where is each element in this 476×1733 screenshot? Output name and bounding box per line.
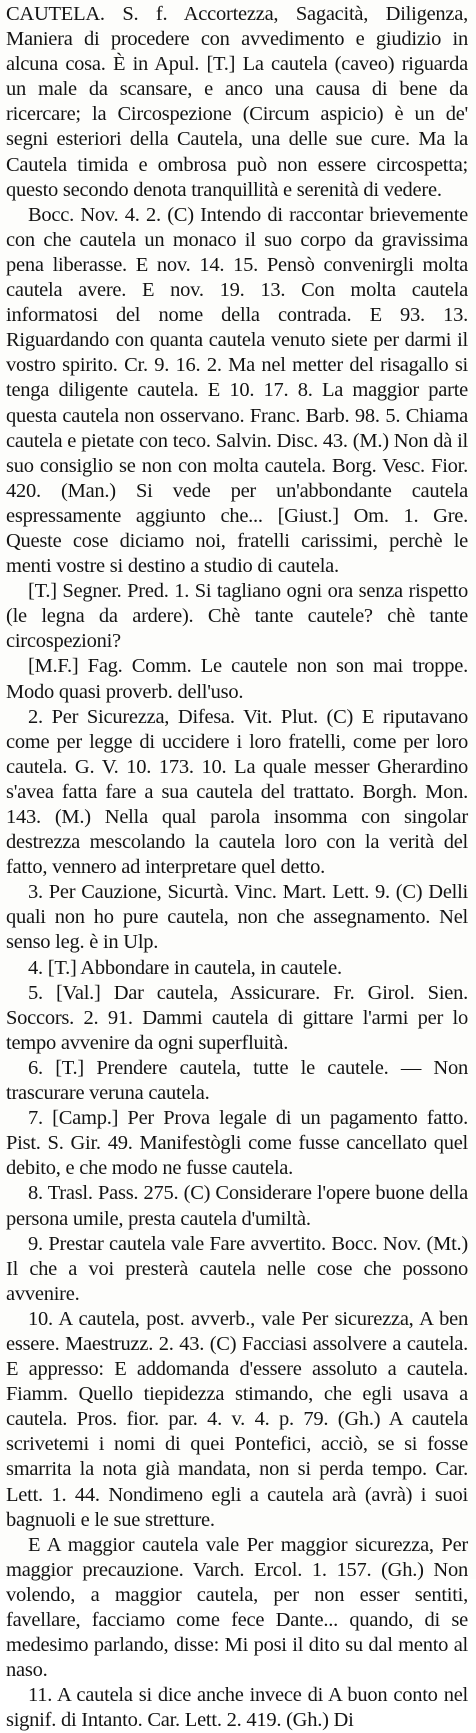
entry-sense-7: 7. [Camp.] Per Prova legale di un pagamento fatto. Pist. S. Gir. 49. Manifestògli come fusse cancellato quel debito, e che modo ne fusse cautela. — [6, 1107, 468, 1180]
entry-sense-10-maggior-cautela: E A maggior cautela vale Per maggior sicurezza, Per maggior precauzione. Varch. Ercol. 1. 157. (Gh.) Non volendo, a maggior cautela, per non esser sentiti, favellare, facciamo come fece Dante... quando, di se medesimo parlando, disse: Mi posi il dito su dal mento al naso. — [6, 1533, 468, 1682]
entry-sense-3: 3. Per Cauzione, Sicurtà. Vinc. Mart. Lett. 9. (C) Delli quali non ho pure cautela, non che assegnamento. Nel senso leg. è in Ulp. — [6, 881, 468, 954]
entry-sense-10: 10. A cautela, post. avverb., vale Per sicurezza, A ben essere. Maestruzz. 2. 43. (C) Facciasi assolvere a cautela. E appresso: E addomanda d'essere assoluto a cautela. Fiamm. Quello tiepidezza stimando, che egli usava a cautela. Pros. fior. par. 4. v. 4. p. 79. (Gh.) A cautela scrivetemi i nomi di quei Pontefici, acciò, se si fosse smarrita la nota già mandata, non si perda tempo. Car. Lett. 1. 44. Nondimeno egli a cautela arà (avrà) i suoi bagnuoli e le sue stretture. — [6, 1307, 468, 1531]
entry-citation-fagiuoli: [M.F.] Fag. Comm. Le cautele non son mai troppe. Modo quasi proverb. dell'uso. — [6, 655, 468, 703]
entry-sense-9: 9. Prestar cautela vale Fare avvertito. Bocc. Nov. (Mt.) Il che a voi presterà cautela nelle cose che possono avvenire. — [6, 1232, 468, 1305]
entry-sense-6: 6. [T.] Prendere cautela, tutte le cautele. — Non trascurare veruna cautela. — [6, 1056, 468, 1105]
entry-sense-5: 5. [Val.] Dar cautela, Assicurare. Fr. Girol. Sien. Soccors. 2. 91. Dammi cautela di gittare l'armi per lo tempo avvenire da ogni superfluità. — [6, 981, 468, 1054]
dictionary-entry-cautela — [6, 2, 468, 1733]
entry-sense-4: 4. [T.] Abbondare in cautela, in cautele. — [28, 956, 342, 979]
entry-citation-segner: [T.] Segner. Pred. 1. Si tagliano ogni ora senza rispetto (le legna da ardere). Chè tante cautele? chè tante circospezioni? — [6, 580, 468, 653]
entry-sense-8: 8. Trasl. Pass. 275. (C) Considerare l'opere buone della persona umile, presta cautela d'umiltà. — [6, 1182, 468, 1230]
entry-definition-paragraph: CAUTELA. S. f. Accortezza, Sagacità, Diligenza, Maniera di procedere con avvedimento e giudizio in alcuna cosa. È in Apul. [T.] La cautela (caveo) riguarda un male da scansare, e anco una causa di bene da ricercare; la Circospezione (Circum aspicio) è un de' segni esteriori della Cautela, una delle sue cure. Ma la Cautela timida e ombrosa può non essere circospetta; questo secondo denota tranquillità e serenità di vedere. — [6, 3, 468, 201]
entry-sense-2: 2. Per Sicurezza, Difesa. Vit. Plut. (C) E riputavano come per legge di uccidere i loro fratelli, come per loro cautela. G. V. 10. 173. 10. La quale messer Gherardino s'avea fatta fare a sua cautela del trattato. Borgh. Mon. 143. (M.) Nella qual parola insomma con singolar destrezza mescolando la cautela loro con la verità del fatto, vennero ad interpretare quel detto. — [6, 705, 468, 879]
entry-sense-11: 11. A cautela si dice anche invece di A buon conto nel signif. di Intanto. Car. Lett. 2. 419. (Gh.) Di — [6, 1684, 468, 1732]
entry-citations-paragraph: Bocc. Nov. 4. 2. (C) Intendo di raccontar brievemente con che cautela un monaco il suo corpo da gravissima pena liberasse. E nov. 14. 15. Pensò convenirgli molta cautela avere. E nov. 19. 13. Con molta cautela informatosi del nome della contrada. E 93. 13. Riguardando con quanta cautela venuto siete per darmi il vostro spirito. Cr. 9. 16. 2. Ma nel metter del risagallo si tenga diligente cautela. E 10. 17. 8. La maggior parte questa cautela non osservano. Franc. Barb. 98. 5. Chiama cautela e pietate con teco. Salvin. Disc. 43. (M.) Non dà il suo consiglio se non con molta cautela. Borg. Vesc. Fior. 420. (Man.) Si vede per un'abbondante cautela espressamente aggiunto che... [Giust.] Om. 1. Gre. Queste cose diciamo noi, fratelli carissimi, perchè le menti vostre si destino a studio di cautela. — [6, 203, 468, 578]
